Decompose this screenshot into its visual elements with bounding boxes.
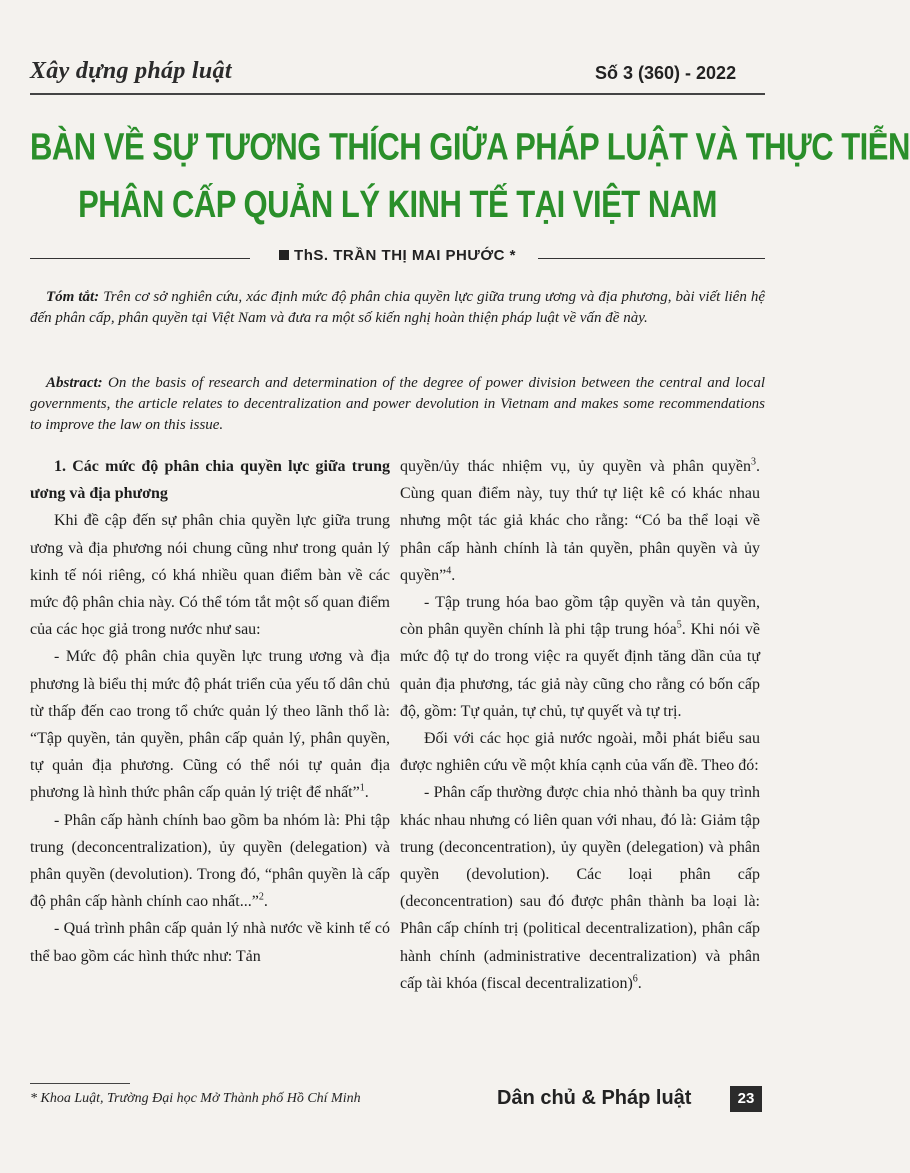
footnote-ref: 1 [359,783,365,795]
paragraph: - Quá trình phân cấp quản lý nhà nước về kinh tế có thể bao gồm các hình thức như: Tản [30,920,390,965]
body-column-right [400,453,760,997]
article-title [30,118,910,233]
abstract-vi-label: Tóm tắt: [46,289,100,305]
header-divider [30,93,765,95]
paragraph-text: . Cùng quan điểm này, tuy thứ tự liệt kê có khác nhau nhưng một tác giả khác cho rằng: “Có ba thể loại về phân cấp hành chính là tản quyền, phân quyền và ủy quyền” [400,458,760,584]
footnote-ref: 2 [258,891,264,903]
paragraph-text: - Phân cấp hành chính bao gồm ba nhóm là: Phi tập trung (deconcentralization), ủy quyền (delegation) và phân quyền (devolution). Trong đó, “phân quyền là cấp độ phân cấp hành chính cao nhất...” [30,811,390,911]
section-heading: 1. Các mức độ phân chia quyền lực giữa trung ương và địa phương [30,458,390,503]
abstract-vi-text: Trên cơ sở nghiên cứu, xác định mức độ phân chia quyền lực giữa trung ương và địa phương, bài viết liên hệ đến phân cấp, phân quyền tại Việt Nam và đưa ra một số kiến nghị hoàn thiện pháp luật về vấn đề này. [30,289,765,326]
article-title-line-2: PHÂN CẤP QUẢN LÝ KINH TẾ TẠI VIỆT NAM [78,182,717,226]
author-line [30,247,765,264]
page-number: 23 [730,1086,762,1112]
article-title-line-1: BÀN VỀ SỰ TƯƠNG THÍCH GIỮA PHÁP LUẬT VÀ THỰC TIỄN [30,125,910,169]
paragraph-text: . Khi nói về mức độ tự do trong việc ra quyết định tăng dần của tự quản địa phương, tác giả này cũng cho rằng có bốn cấp độ, gồm: Tự quản, tự chủ, tự quyết và tự trị. [400,621,761,720]
paragraph-text: - Phân cấp thường được chia nhỏ thành ba quy trình khác nhau nhưng có liên quan với nhau, đó là: Giảm tập trung (deconcentration), ủy quyền (delegation) và phân quyền (devolution). Các loại phân cấp (deconcentration) sau đó được phân thành ba loại là: Phân cấp chính trị (political decentralization), phân cấp hành chính (administrative decentralization) và phân cấp tài khóa (fiscal decentralization) [400,784,760,992]
author-divider-right [538,258,765,259]
footnote-ref: 5 [676,619,682,631]
author-affiliation-footnote: * Khoa Luật, Trường Đại học Mở Thành phố Hồ Chí Minh [30,1091,361,1106]
paragraph-text: - Tập trung hóa bao gồm tập quyền và tản quyền, còn phân quyền chính là phi tập trung hóa [400,594,760,639]
footnote-divider [30,1083,130,1084]
paragraph: quyền/ủy thác nhiệm vụ, ủy quyền và phân quyền$^3$. Cùng quan điểm này, tuy thứ tự liệt kê có khác nhau nhưng một tác giả khác cho rằng: “Có ba thể loại về phân cấp hành chính là tản quyền, phân quyền và ủy quyền”$^4$. [400,456,760,584]
square-bullet-icon [279,250,289,260]
abstract-en-label: Abstract: [46,375,103,391]
journal-section-name: Xây dựng pháp luật [30,58,232,84]
paragraph: - Phân cấp thường được chia nhỏ thành ba quy trình khác nhau nhưng có liên quan với nhau, đó là: Giảm tập trung (deconcentration), ủy quyền (delegation) và phân quyền (devolution). Các loại phân cấp (deconcentration) sau đó được phân thành ba loại là: Phân cấp chính trị (political decentralization), phân cấp hành chính (administrative decentralization) và phân cấp tài khóa (fiscal decentralization)$^6$. [400,784,760,992]
abstract-en-text: On the basis of research and determination of the degree of power division between the central and local governments, the article relates to decentralization and power devolution in Vietnam and makes some recommendations to improve the law on this issue. [30,375,766,433]
paragraph-text: - Mức độ phân chia quyền lực trung ương và địa phương là biểu thị mức độ phát triển của yếu tố dân chủ từ thấp đến cao trong tổ chức quản lý theo lãnh thổ là: “Tập quyền, tản quyền, phân cấp quản lý, phân quyền, tự quản địa phương. Cũng có thể nói tự quản địa phương là hình thức phân cấp quản lý triệt để nhất” [30,648,390,802]
paragraph-text: quyền/ủy thác nhiệm vụ, ủy quyền và phân quyền [400,458,751,475]
body-column-left [30,453,390,970]
footnote-ref: 4 [446,565,452,577]
journal-brand: Dân chủ & Pháp luật [497,1087,692,1109]
author-name: ThS. TRẦN THỊ MAI PHƯỚC * [294,247,516,264]
abstract-vietnamese [30,287,765,329]
footnote-ref: 3 [751,456,756,468]
paragraph [400,589,760,725]
paragraph: Đối với các học giả nước ngoài, mỗi phát biểu sau được nghiên cứu về một khía cạnh của vấn đề. Theo đó: [400,730,760,775]
paragraph: Khi đề cập đến sự phân chia quyền lực giữa trung ương và địa phương nói chung cũng như trong quản lý kinh tế nói riêng, có khá nhiều quan điểm bàn về các mức độ phân chia này. Có thể tóm tắt một số quan điểm của các học giả trong nước như sau: [30,512,390,639]
footnote-ref: 6 [632,973,638,985]
paragraph: - Phân cấp hành chính bao gồm ba nhóm là: Phi tập trung (deconcentralization), ủy quyền (delegation) và phân quyền (devolution). Trong đó, “phân quyền là cấp độ phân cấp hành chính cao nhất...”$^2$. [30,811,390,911]
paragraph: - Mức độ phân chia quyền lực trung ương và địa phương là biểu thị mức độ phát triển của yếu tố dân chủ từ thấp đến cao trong tổ chức quản lý theo lãnh thổ là: “Tập quyền, tản quyền, phân cấp quản lý, phân quyền, tự quản địa phương. Cũng có thể nói tự quản địa phương là hình thức phân cấp quản lý triệt để nhất”$^1$. [30,648,390,802]
issue-number: Số 3 (360) - 2022 [595,63,737,83]
abstract-english [30,373,765,436]
